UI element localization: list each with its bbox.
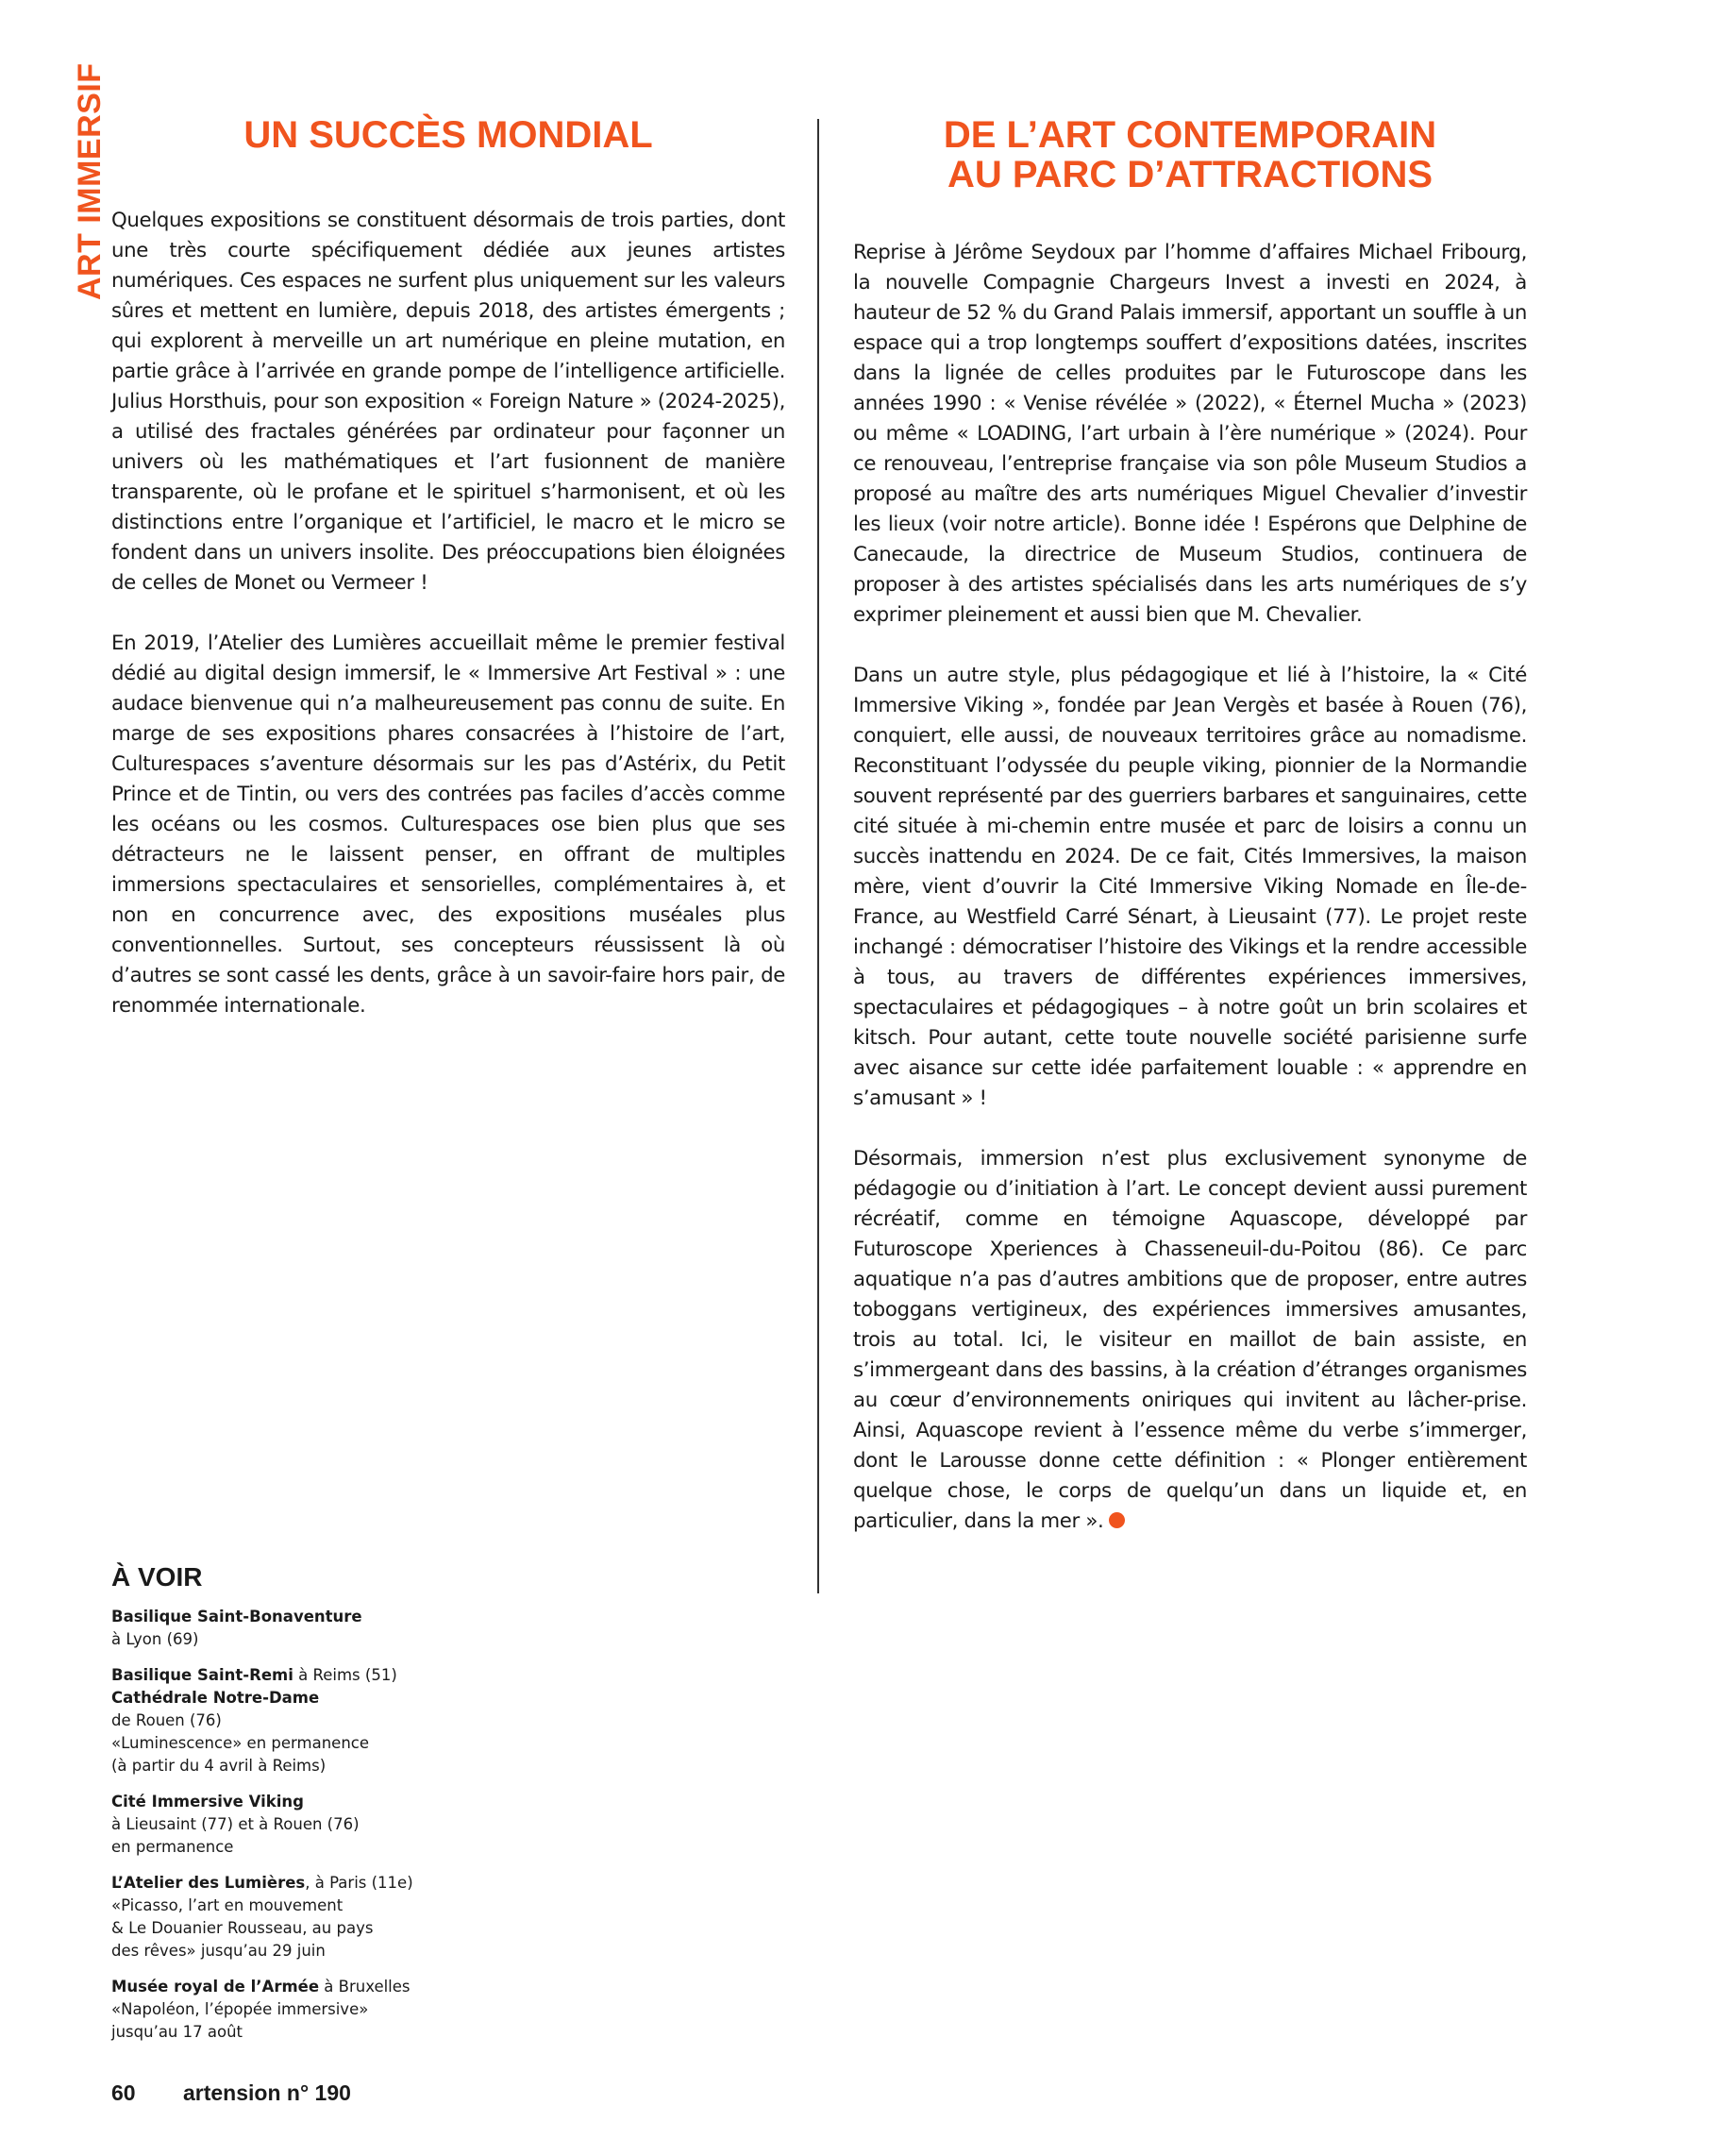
section-label [40,62,108,300]
venue-detail: jusqu’au 17 août [111,2023,243,2041]
a-voir-entry [111,1791,413,1859]
venue-detail: «Picasso, l’art en mouvement [111,1896,344,1914]
venue-detail: de Rouen (76) [111,1711,222,1729]
venue-detail: en permanence [111,1838,234,1856]
venue-detail: (à partir du 4 avril à Reims) [111,1757,327,1775]
a-voir-entry [111,1872,413,1962]
magazine-issue: artension n° 190 [182,2080,351,2105]
venue-name: Cathédrale Notre-Dame [111,1689,320,1707]
end-of-article-dot [1109,1512,1125,1528]
venue-detail: «Luminescence» en permanence [111,1734,370,1752]
a-voir-entry [111,1976,413,2044]
left-paragraph-2: En 2019, l’Atelier des Lumières accueillait même le premier festival dédié au digital design immersif, le « Immersive Art Festival » : une audace bienvenue qui n’a malheureusement pas connu de suite. En marge de ses expositions phares consacrées à l’histoire de l’art, Culturespaces s’aventure désormais sur les pas d’Astérix, du Petit Prince et de Tintin, ou vers des contrées pas faciles d’accès comme les océans ou les cosmos. Culturespaces ose bien plus que ses détracteurs ne le laissent penser, en offrant de multiples immersions spectaculaires et sensorielles, complémentaires à, et non en concurrence avec, des expositions muséales plus conventionnelles. Surtout, ses concepteurs réussissent là où d’autres se sont cassé les dents, grâce à un savoir-faire hors pair, de renommée internationale. [111,632,785,1018]
right-paragraph-2: Dans un autre style, plus pédagogique et lié à l’histoire, la « Cité Immersive Viking », fondée par Jean Vergès et basée à Rouen (76), conquiert, elle aussi, de nouveaux territoires grâce au nomadisme. Reconstituant l’odyssée du peuple viking, pionnier de la Normandie souvent représenté par des guerriers barbares et sanguinaires, cette cité située à mi-chemin entre musée et parc de loisirs a connu un succès inattendu en 2024. De ce fait, Cités Immersives, la maison mère, vient d’ouvrir la Cité Immersive Viking Nomade en Île-de-France, au Westfield Carré Sénart, à Lieusaint (77). Le projet reste inchangé : démocratiser l’histoire des Vikings et la rendre accessible à tous, au travers de différentes expériences immersives, spectaculaires et pédagogiques – à notre goût un brin scolaires et kitsch. Pour autant, cette toute nouvelle société parisienne surfe avec aisance sur cette idée parfaitement louable : « apprendre en s’amusant » ! [853,664,1527,1110]
venue-detail: , à Paris (11e) [305,1874,413,1892]
left-heading: UN SUCCÈS MONDIAL [243,114,653,156]
a-voir-entry [111,1664,413,1777]
column-divider [817,119,819,1593]
page-number: 60 [111,2080,136,2105]
venue-detail: à Lyon (69) [111,1630,199,1648]
left-paragraph-1: Quelques expositions se constituent désormais de trois parties, dont une très courte spécifiquement dédiée aux jeunes artistes numériques. Ces espaces ne surfent plus uniquement sur les valeurs sûres et mettent en lumière, depuis 2018, des artistes émergents ; qui explorent à merveille un art numérique en pleine mutation, en partie grâce à l’arrivée en grande pompe de l’intelligence artificielle. Julius Horsthuis, pour son exposition « Foreign Nature » (2024-2025), a utilisé des fractales générées par ordinateur pour façonner un univers où les mathématiques et l’art fusionnent de manière transparente, où le profane et le spirituel s’harmonisent, et où les distinctions entre l’organique et l’artificiel, le macro et le micro se fondent dans un univers insolite. Des préoccupations bien éloignées de celles de Monet ou Vermeer ! [111,209,785,595]
venue-detail: à Bruxelles [319,1978,411,1996]
venue-detail: à Lieusaint (77) et à Rouen (76) [111,1815,360,1833]
a-voir-box [111,1562,413,2057]
right-heading-line-2: AU PARC D’ATTRACTIONS [947,154,1433,195]
venue-detail: «Napoléon, l’épopée immersive» [111,2000,369,2018]
page-footer [111,2080,351,2106]
left-column [111,115,785,1052]
venue-detail: & Le Douanier Rousseau, au pays [111,1919,374,1937]
venue-name: Basilique Saint-Bonaventure [111,1608,362,1625]
venue-name: L’Atelier des Lumières [111,1874,306,1892]
section-label-text: ART IMMERSIF [72,62,108,300]
right-heading-line-1: DE L’ART CONTEMPORAIN [943,114,1437,156]
a-voir-title: À VOIR [111,1562,203,1592]
right-column [853,115,1527,1567]
right-paragraph-3-text: Désormais, immersion n’est plus exclusivement synonyme de pédagogie ou d’initiation à l’art. Le concept devient aussi purement récréatif, comme en témoigne Aquascope, développé par Futuroscope Xperiences à Chasseneuil-du-Poitou (86). Ce parc aquatique n’a pas d’autres ambitions que de proposer, entre autres toboggans vertigineux, des expériences immersives amusantes, trois au total. Ici, le visiteur en maillot de bain assiste, en s’immergeant dans des bassins, à la création d’étranges organismes au cœur d’environnements oniriques qui invitent au lâcher-prise. Ainsi, Aquascope revient à l’essence même du verbe s’immerger, dont le Larousse donne cette définition : « Plonger entièrement quelque chose, le corps de quelqu’un dans un liquide et, en particulier, dans la mer ». [853,1147,1527,1533]
venue-name: Basilique Saint-Remi [111,1666,293,1684]
right-heading [853,115,1527,238]
venue-name: Musée royal de l’Armée [111,1978,320,1996]
venue-detail: à Reims (51) [293,1666,397,1684]
venue-name: Cité Immersive Viking [111,1793,304,1811]
right-paragraph-3 [853,1144,1527,1537]
venue-detail: des rêves» jusqu’au 29 juin [111,1942,326,1960]
a-voir-entry [111,1606,413,1651]
right-paragraph-1: Reprise à Jérôme Seydoux par l’homme d’affaires Michael Fribourg, la nouvelle Compagnie Chargeurs Invest a investi en 2024, à hauteur de 52 % du Grand Palais immersif, apportant un souffle à un espace qui a trop longtemps souffert d’expositions datées, inscrites dans la lignée de celles produites par le Futuroscope dans les années 1990 : « Venise révélée » (2022), « Éternel Mucha » (2023) ou même « LOADING, l’art urbain à l’ère numérique » (2024). Pour ce renouveau, l’entreprise française via son pôle Museum Studios a proposé au maître des arts numériques Miguel Chevalier d’investir les lieux (voir notre article). Bonne idée ! Espérons que Delphine de Canecaude, la directrice de Museum Studios, continuera de proposer à des artistes spécialisés dans les arts numériques de s’y exprimer pleinement et aussi bien que M. Chevalier. [853,241,1527,627]
